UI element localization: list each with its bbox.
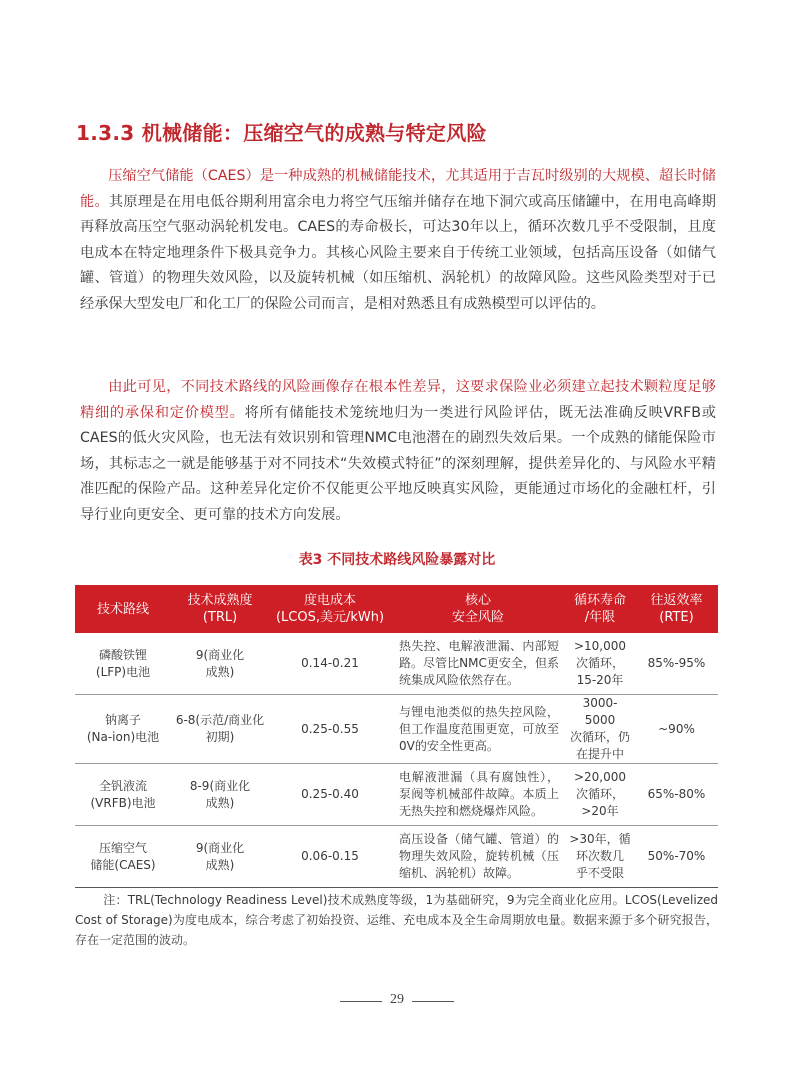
table-row [75,764,718,826]
header-rte: 往返效率 (RTE) [635,585,718,633]
footer-rule-left [340,1001,382,1002]
cell-lcos: 0.25-0.55 [269,695,391,764]
table-row [75,695,718,764]
cell-trl: 6-8(示范/商业化 初期) [171,695,269,764]
cell-tech: 钠离子 (Na-ion)电池 [75,695,171,764]
table-caption: 表3 不同技术路线风险暴露对比 [298,552,496,568]
cell-rte: 65%-80% [635,764,718,826]
cell-trl: 8-9(商业化 成熟) [171,764,269,826]
page-number: 29 [390,992,404,1007]
paragraph-highlight: 由此可见，不同技术路线的风险画像存在根本性差异，这要求保险业必须建立起技术颗粒度足够精细的承保和定价模型。 [80,379,716,421]
cell-risk: 高压设备（储气罐、管道）的物理失效风险，旋转机械（压缩机、涡轮机）故障。 [391,826,565,888]
page-footer [0,992,794,1012]
table-row [75,633,718,695]
risk-comparison-table [75,585,718,888]
section-heading: 1.3.3 机械储能：压缩空气的成熟与特定风险 [76,121,487,145]
cell-tech: 压缩空气 储能(CAES) [75,826,171,888]
cell-cycle: >20,000 次循环， >20年 [565,764,635,826]
paragraph-caes [80,164,716,318]
cell-rte: 50%-70% [635,826,718,888]
paragraph-conclusion [80,375,716,529]
cell-tech: 磷酸铁锂 (LFP)电池 [75,633,171,695]
cell-cycle: 3000-5000 次循环，仍 在提升中 [565,695,635,764]
cell-risk: 电解液泄漏（具有腐蚀性），泵阀等机械部件故障。本质上无热失控和燃烧爆炸风险。 [391,764,565,826]
cell-rte: ~90% [635,695,718,764]
cell-cycle: >10,000 次循环， 15-20年 [565,633,635,695]
header-lcos: 度电成本 (LCOS,美元/kWh) [269,585,391,633]
cell-lcos: 0.25-0.40 [269,764,391,826]
footer-rule-right [412,1001,454,1002]
cell-risk: 热失控、电解液泄漏、内部短路。尽管比NMC更安全，但系统集成风险依然存在。 [391,633,565,695]
paragraph-highlight: 压缩空气储能（CAES）是一种成熟的机械储能技术，尤其适用于吉瓦时级别的大规模、超长时储能。 [80,168,716,210]
cell-lcos: 0.14-0.21 [269,633,391,695]
header-cycle-life: 循环寿命 /年限 [565,585,635,633]
cell-cycle: >30年，循 环次数几 乎不受限 [565,826,635,888]
header-core-risk: 核心 安全风险 [391,585,565,633]
cell-rte: 85%-95% [635,633,718,695]
table-header-row [75,585,718,633]
cell-risk: 与锂电池类似的热失控风险，但工作温度范围更宽，可放至0V的安全性更高。 [391,695,565,764]
cell-tech: 全钒液流 (VRFB)电池 [75,764,171,826]
table-row [75,826,718,888]
cell-trl: 9(商业化 成熟) [171,633,269,695]
paragraph-body: 其原理是在用电低谷期利用富余电力将空气压缩并储存在地下洞穴或高压储罐中，在用电高峰期再释放高压空气驱动涡轮机发电。CAES的寿命极长，可达30年以上，循环次数几乎不受限制，且度电成本在特定地理条件下极具竞争力。其核心风险主要来自于传统工业领域，包括高压设备（如储气罐、管道）的物理失效风险，以及旋转机械（如压缩机、涡轮机）的故障风险。这些风险类型对于已经承保大型发电厂和化工厂的保险公司而言，是相对熟悉且有成熟模型可以评估的。 [80,193,716,312]
header-tech-route: 技术路线 [75,585,171,633]
cell-lcos: 0.06-0.15 [269,826,391,888]
paragraph-body: 将所有储能技术笼统地归为一类进行风险评估，既无法准确反映VRFB或CAES的低火灾风险，也无法有效识别和管理NMC电池潜在的剧烈失效后果。一个成熟的储能保险市场，其标志之一就是能够基于对不同技术“失效模式特征”的深刻理解，提供差异化的、与风险水平精准匹配的保险产品。这种差异化定价不仅能更公平地反映真实风险，更能通过市场化的金融杠杆，引导行业向更安全、更可靠的技术方向发展。 [80,404,716,523]
header-trl: 技术成熟度 (TRL) [171,585,269,633]
table-note: 注：TRL(Technology Readiness Level)技术成熟度等级，1为基础研究，9为完全商业化应用。LCOS(Levelized Cost of Storage)为度电成本，综合考虑了初始投资、运维、充电成本及全生命周期放电量。数据来源于多个研究报告，存在一定范围的波动。 [75,893,718,947]
cell-trl: 9(商业化 成熟) [171,826,269,888]
